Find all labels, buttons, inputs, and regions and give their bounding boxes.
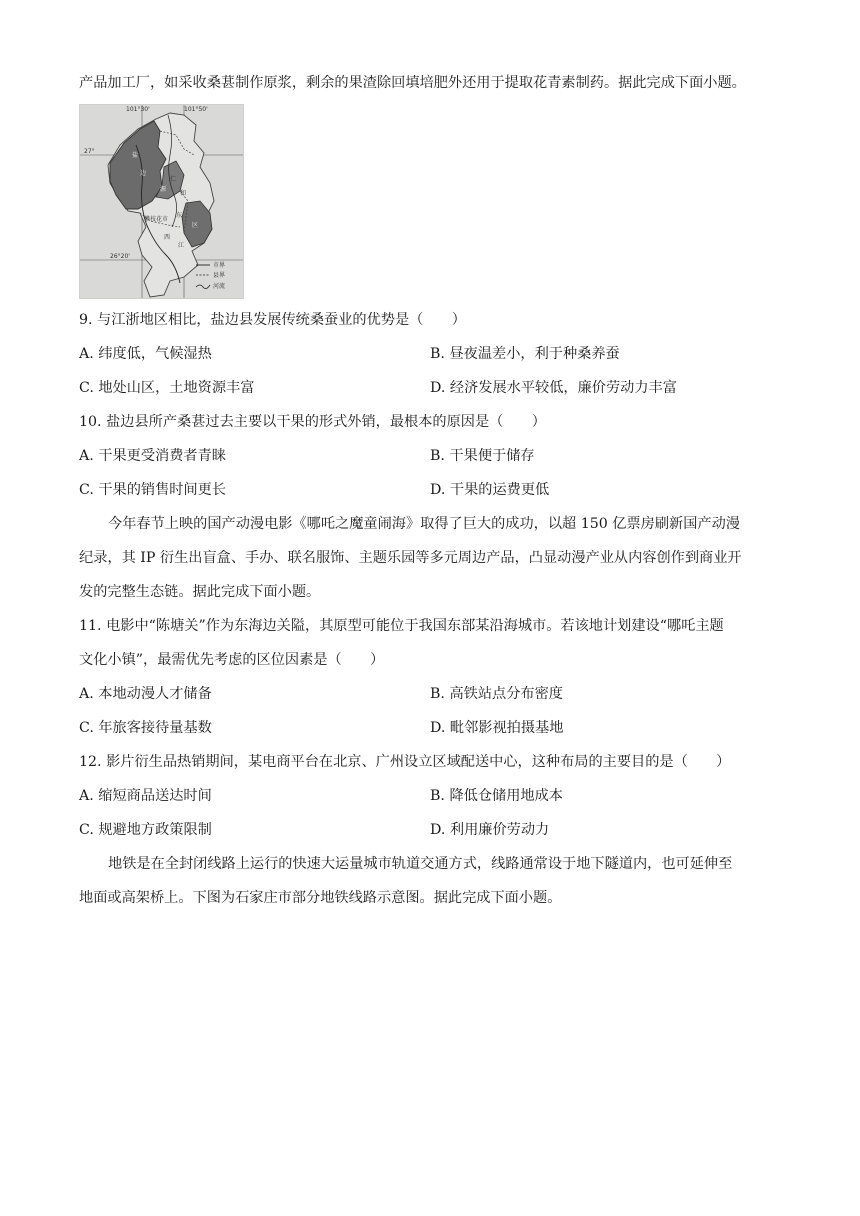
question-11-stem: 文化小镇”，最需优先考虑的区位因素是（ ） [79, 652, 385, 668]
question-12-stem: 12. 影片衍生品热销期间，某电商平台在北京、广州设立区域配送中心，这种布局的主要目的是（ ） [79, 754, 731, 770]
question-10-stem: 10. 盐边县所产桑葚过去主要以干果的形式外销，最根本的原因是（ ） [79, 414, 546, 430]
question-10-option-d: D. 干果的运费更低 [430, 482, 550, 498]
map-legend [196, 261, 225, 290]
question-12-option-a: A. 缩短商品送达时间 [79, 788, 212, 804]
question-12-option-d: D. 利用廉价劳动力 [430, 822, 550, 838]
question-9-stem: 9. 与江浙地区相比，盐边县发展传统桑蚕业的优势是（ ） [79, 312, 466, 328]
map-lon-label: 101°30' [126, 106, 150, 113]
map-region-label: 东 [176, 212, 183, 219]
passage-3-line: 地面或高架桥上。下图为石家庄市部分地铁线路示意图。据此完成下面小题。 [79, 890, 562, 906]
legend-city-border: 市界 [213, 262, 226, 269]
question-10-option-b: B. 干果便于储存 [430, 448, 535, 464]
map-region-label: 西 [164, 234, 171, 241]
map-city-label: 攀枝花市 [144, 216, 169, 223]
map-lat-label: 26°20' [110, 253, 130, 260]
map-region-label: 仁 [170, 176, 177, 183]
map-lat-label: 27° [84, 148, 95, 155]
legend-river: 河流 [213, 283, 226, 290]
intro-text-tail: 产品加工厂，如采收桑葚制作原浆，剩余的果渣除回填培肥外还用于提取花青素制药。据此完成下面小题。 [79, 75, 746, 91]
question-10-option-c: C. 干果的销售时间更长 [79, 482, 227, 498]
question-9-option-a: A. 纬度低，气候湿热 [79, 346, 212, 362]
legend-county-border: 县界 [213, 272, 226, 279]
question-12-option-c: C. 规避地方政策限制 [79, 822, 212, 838]
passage-2-line: 今年春节上映的国产动漫电影《哪吒之魔童闹海》取得了巨大的成功，以超 150 亿票房刷新国产动漫 [108, 516, 740, 532]
question-12-option-b: B. 降低仓储用地成本 [430, 788, 563, 804]
question-11-option-c: C. 年旅客接待量基数 [79, 720, 212, 736]
question-11-option-a: A. 本地动漫人才储备 [79, 686, 212, 702]
question-11-option-d: D. 毗邻影视拍摄基地 [430, 720, 564, 736]
county-map-figure [79, 104, 244, 299]
passage-2-line: 发的完整生态链。据此完成下面小题。 [79, 584, 321, 600]
map-region-label: 源 [160, 186, 167, 193]
passage-2-line: 纪录，其 IP 衍生出盲盒、手办、联名服饰、主题乐园等多元周边产品，凸显动漫产业从内容创作到商业开 [79, 550, 742, 566]
question-9-option-d: D. 经济发展水平较低，廉价劳动力丰富 [430, 380, 677, 396]
question-9-option-c: C. 地处山区，土地资源丰富 [79, 380, 255, 396]
question-9-option-b: B. 昼夜温差小，利于种桑养蚕 [430, 346, 620, 362]
question-10-option-a: A. 干果更受消费者青睐 [79, 448, 226, 464]
map-region-label: 和 [180, 190, 187, 197]
county-map-svg [80, 105, 243, 298]
question-11-option-b: B. 高铁站点分布密度 [430, 686, 563, 702]
map-lon-label: 101°50' [184, 106, 208, 113]
passage-3-line: 地铁是在全封闭线路上运行的快速大运量城市轨道交通方式，线路通常设于地下隧道内，也可延伸至 [108, 856, 733, 872]
map-region-label: 区 [192, 222, 199, 229]
map-region-label: 江 [178, 242, 185, 249]
map-region-label: 边 [140, 170, 147, 177]
question-11-stem: 11. 电影中“陈塘关”作为东海边关隘，其原型可能位于我国东部某沿海城市。若该地计划建设“哪吒主题 [79, 618, 724, 634]
map-region-label: 盐 [132, 152, 139, 159]
